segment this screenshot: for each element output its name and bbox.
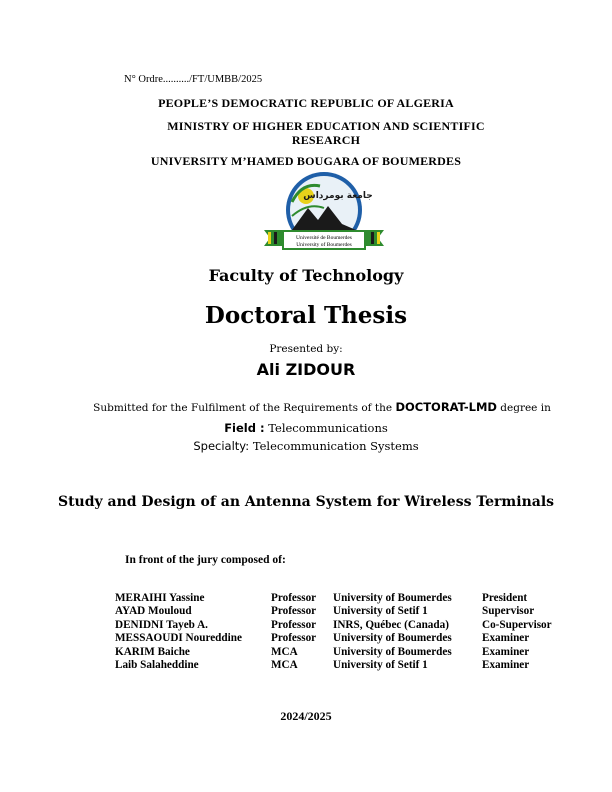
table-row [111, 632, 556, 645]
logo-banner-line2: University of Boumerdes [296, 242, 352, 248]
faculty-name: Faculty of Technology [208, 266, 404, 285]
ministry-heading: MINISTRY OF HIGHER EDUCATION AND SCIENTIFIC RESEARCH [167, 119, 485, 147]
jury-rank: MCA [271, 659, 298, 672]
jury-role: Examiner [482, 632, 530, 645]
jury-institution: University of Boumerdes [333, 632, 452, 645]
field-value: Telecommunications [268, 421, 388, 435]
republic-heading: PEOPLE’S DEMOCRATIC REPUBLIC OF ALGERIA [158, 96, 454, 110]
jury-role: President [482, 592, 528, 604]
jury-institution: University of Setif 1 [333, 605, 428, 618]
table-row [111, 619, 556, 632]
document-type: Doctoral Thesis [204, 302, 408, 329]
degree-name: DOCTORAT-LMD [395, 400, 497, 414]
table-row [111, 659, 556, 672]
jury-rank: Professor [271, 632, 317, 645]
submitted-suffix: degree in [500, 402, 551, 414]
jury-name: KARIM Baiche [115, 645, 190, 658]
submitted-statement [0, 400, 612, 414]
logo-banner-line1: Université de Boumerdes [296, 235, 352, 241]
logo-arabic-text: جامعة بومرداس [303, 191, 373, 201]
jury-name: AYAD Mouloud [115, 605, 192, 618]
jury-institution: University of Boumerdes [333, 592, 452, 604]
jury-institution: INRS, Québec (Canada) [333, 618, 449, 631]
jury-name: MESSAOUDI Noureddine [115, 632, 242, 645]
field-label: Field : [224, 421, 265, 435]
jury-name: Laib Salaheddine [115, 659, 199, 672]
jury-rank: Professor [271, 592, 317, 604]
university-heading: UNIVERSITY M’HAMED BOUGARA OF BOUMERDES [150, 154, 462, 168]
academic-year: 2024/2025 [280, 709, 332, 723]
table-row [111, 605, 556, 618]
university-seal-icon [262, 172, 386, 254]
jury-name: DENIDNI Tayeb A. [115, 618, 208, 631]
author-name: Ali ZIDOUR [256, 360, 356, 379]
jury-institution: University of Setif 1 [333, 659, 428, 672]
jury-rank: Professor [271, 618, 317, 631]
table-row [111, 646, 556, 659]
jury-institution: University of Boumerdes [333, 645, 452, 658]
jury-heading: In front of the jury composed of: [125, 554, 286, 566]
thesis-title: Study and Design of an Antenna System for Wireless Terminals [57, 494, 555, 510]
jury-role: Examiner [482, 659, 530, 672]
jury-name: MERAIHI Yassine [115, 592, 205, 604]
jury-role: Examiner [482, 645, 530, 658]
specialty-value: Telecommunication Systems [252, 439, 419, 453]
field-line [0, 421, 612, 435]
table-row [111, 592, 556, 605]
jury-role: Supervisor [482, 605, 535, 618]
specialty-line [0, 439, 612, 453]
submitted-prefix: Submitted for the Fulfilment of the Requirements of the [93, 402, 393, 414]
specialty-label: Specialty: [193, 439, 250, 453]
jury-role: Co-Supervisor [482, 618, 552, 631]
jury-rank: MCA [271, 645, 298, 658]
jury-rank: Professor [271, 605, 317, 618]
presented-by-label: Presented by: [269, 343, 343, 355]
order-number: N° Ordre........../FT/UMBB/2025 [124, 74, 263, 85]
jury-table [111, 592, 556, 672]
